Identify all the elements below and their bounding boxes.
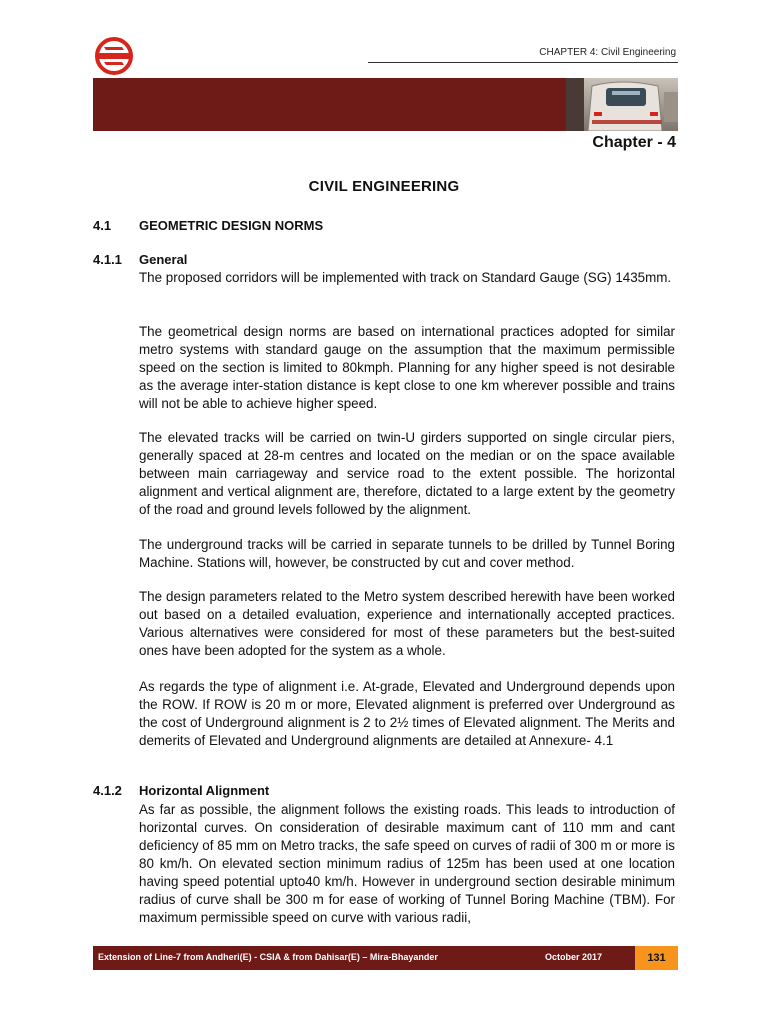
section-title: GEOMETRIC DESIGN NORMS — [139, 218, 324, 233]
paragraph-4: The underground tracks will be carried in separate tunnels to be drilled by Tunnel Boring Machine. Stations will, however, be constructed by cut and cover method. — [139, 537, 675, 570]
section-title: Horizontal Alignment — [139, 783, 270, 798]
chapter-banner — [93, 78, 678, 131]
header-rule — [368, 62, 678, 63]
section-number: 4.1 — [93, 218, 112, 233]
paragraph-7: As far as possible, the alignment follows the existing roads. This leads to introduction of horizontal curves. On consideration of desirable maximum cant of 110 mm and cant deficiency of 85 mm on Metro tracks, the safe speed on curves of radii of 300 m or more is 80 km/h. On elevated section minimum radius of 125m has been used at one location having speed potential upto40 km/h. However in underground section desirable minimum radius of curve shall be 300 m for ease of working of Tunnel Boring Machine (TBM). For maximum permissible speed on curve with various radii, — [139, 802, 675, 925]
paragraph-2: The geometrical design norms are based on international practices adopted for similar metro systems with standard gauge on the assumption that the maximum permissible speed on the section is limited to 80kmph. Planning for any higher speed is not desirable as the average inter-station distance is kept close to one km wherever possible and trains will not be able to achieve higher speed. — [139, 324, 675, 411]
chapter-number: Chapter - 4 — [592, 134, 676, 151]
page-number: 131 — [635, 946, 678, 970]
footer-date: October 2017 — [545, 952, 603, 962]
page-footer — [93, 946, 635, 970]
metro-train-photo — [566, 78, 678, 131]
paragraph-6: As regards the type of alignment i.e. At-grade, Elevated and Underground depends upon the ROW. If ROW is 20 m or more, Elevated alignment is preferred over Underground as the cost of Underground alignment is 2 to 2½ times of Elevated alignment. The Merits and demerits of Elevated and Underground alignments are detailed at Annexure- 4.1 — [139, 679, 675, 748]
paragraph-5: The design parameters related to the Metro system described herewith have been worked out based on a detailed evaluation, experience and internationally accepted practices. Various alternatives were considered for most of these parameters but the best-suited ones have been adopted for the system as a whole. — [139, 589, 675, 658]
metro-logo-icon — [94, 36, 134, 76]
page-title: CIVIL ENGINEERING — [308, 178, 460, 195]
paragraph-3: The elevated tracks will be carried on twin-U girders supported on single circular piers, generally spaced at 28-m centres and located on the median or on the space available between main carriageway and service road to the extent possible. The horizontal alignment and vertical alignment are, therefore, dictated to a large extent by the geometry of the road and ground levels followed by the alignment. — [139, 430, 675, 517]
section-number: 4.1.1 — [93, 252, 122, 267]
chapter-header-label: CHAPTER 4: Civil Engineering — [539, 47, 676, 58]
paragraph-1: The proposed corridors will be implemented with track on Standard Gauge (SG) 1435mm. — [139, 270, 672, 285]
footer-title: Extension of Line-7 from Andheri(E) - CSIA & from Dahisar(E) – Mira-Bhayander — [98, 952, 438, 962]
section-number: 4.1.2 — [93, 783, 122, 798]
section-title: General — [139, 252, 188, 267]
